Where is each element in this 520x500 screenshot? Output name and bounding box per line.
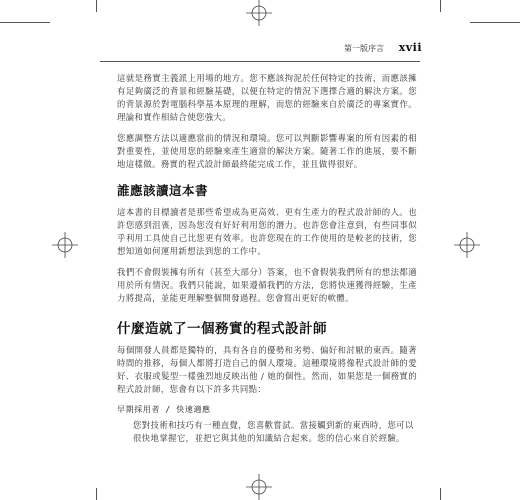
page-body <box>117 72 417 445</box>
intro-paragraph: 這就是務實主義派上用場的地方。您不應該拘泥於任何特定的技術，而應該擁有足夠廣泛的背景和經驗基礎，以便在特定的情況下選擇合適的解決方案。您的背景源於對電腦科學基本原理的理解，而您的經驗來自於廣泛的專案實作。理論和實作相結合使您強大。 <box>117 73 417 122</box>
page-number: xvii <box>398 41 422 54</box>
section-paragraph: 這本書的目標讀者是那些希望成為更高效、更有生產力的程式設計師的人。也許您感到沮喪，因為您沒有好好利用您的潛力。也許您會注意到，有些同事似乎利用工具使自己比您更有效率。也許您現在的工作使用的是較老的技術，您想知道如何運用新想法到您的工作中。 <box>117 207 417 256</box>
crop-mark <box>96 488 97 500</box>
section-heading-who-should-read: 誰應該讀這本書 <box>117 183 209 198</box>
crop-mark <box>470 22 520 23</box>
registration-mark-icon <box>246 474 272 500</box>
registration-mark-icon <box>454 232 480 258</box>
crop-mark <box>440 488 441 500</box>
section-paragraph: 我們不會假裝擁有所有（甚至大部分）答案，也不會假裝我們所有的想法都適用於所有情況。我們只能說，如果遵循我們的方法，您將快速獲得經驗，生產力將提高，並能更理解整個開發過程。您會寫出更好的軟體。 <box>117 267 417 303</box>
header-rule <box>100 61 420 62</box>
registration-mark-icon <box>52 232 78 258</box>
crop-mark <box>96 0 97 12</box>
section-paragraph: 每個開發人員都是獨特的，具有各自的優勢和劣勢、偏好和討厭的東西。隨著時間的推移，每個人都將打造自己的個人環境。這種環境將像程式設計師的愛好、衣服或髮型一樣強烈地反映出他 / 她的個性。然而，如果您是一個務實的程式設計師，您會有以下許多共同點： <box>117 345 417 394</box>
crop-mark <box>440 0 441 12</box>
running-head: 第一版序言 <box>344 44 384 53</box>
definition-text: 您對技術和技巧有一種直覺，您喜歡嘗試。當接觸到新的東西時，您可以很快地掌握它，並把它與其他的知識結合起來。您的信心來自於經驗。 <box>133 420 414 443</box>
crop-mark <box>0 22 50 23</box>
registration-mark-icon <box>246 0 272 26</box>
definition-term: 早期採用者 / 快速適應 <box>117 405 211 414</box>
intro-paragraph: 您應調整方法以適應當前的情況和環境。您可以判斷影響專案的所有因素的相對重要性，並使用您的經驗來產生適當的解決方案。隨著工作的進展，要不斷地這樣做。務實的程式設計師最終能完成工作，並且做得很好。 <box>117 133 417 169</box>
section-heading-pragmatic-programmer: 什麼造就了一個務實的程式設計師 <box>117 321 327 337</box>
